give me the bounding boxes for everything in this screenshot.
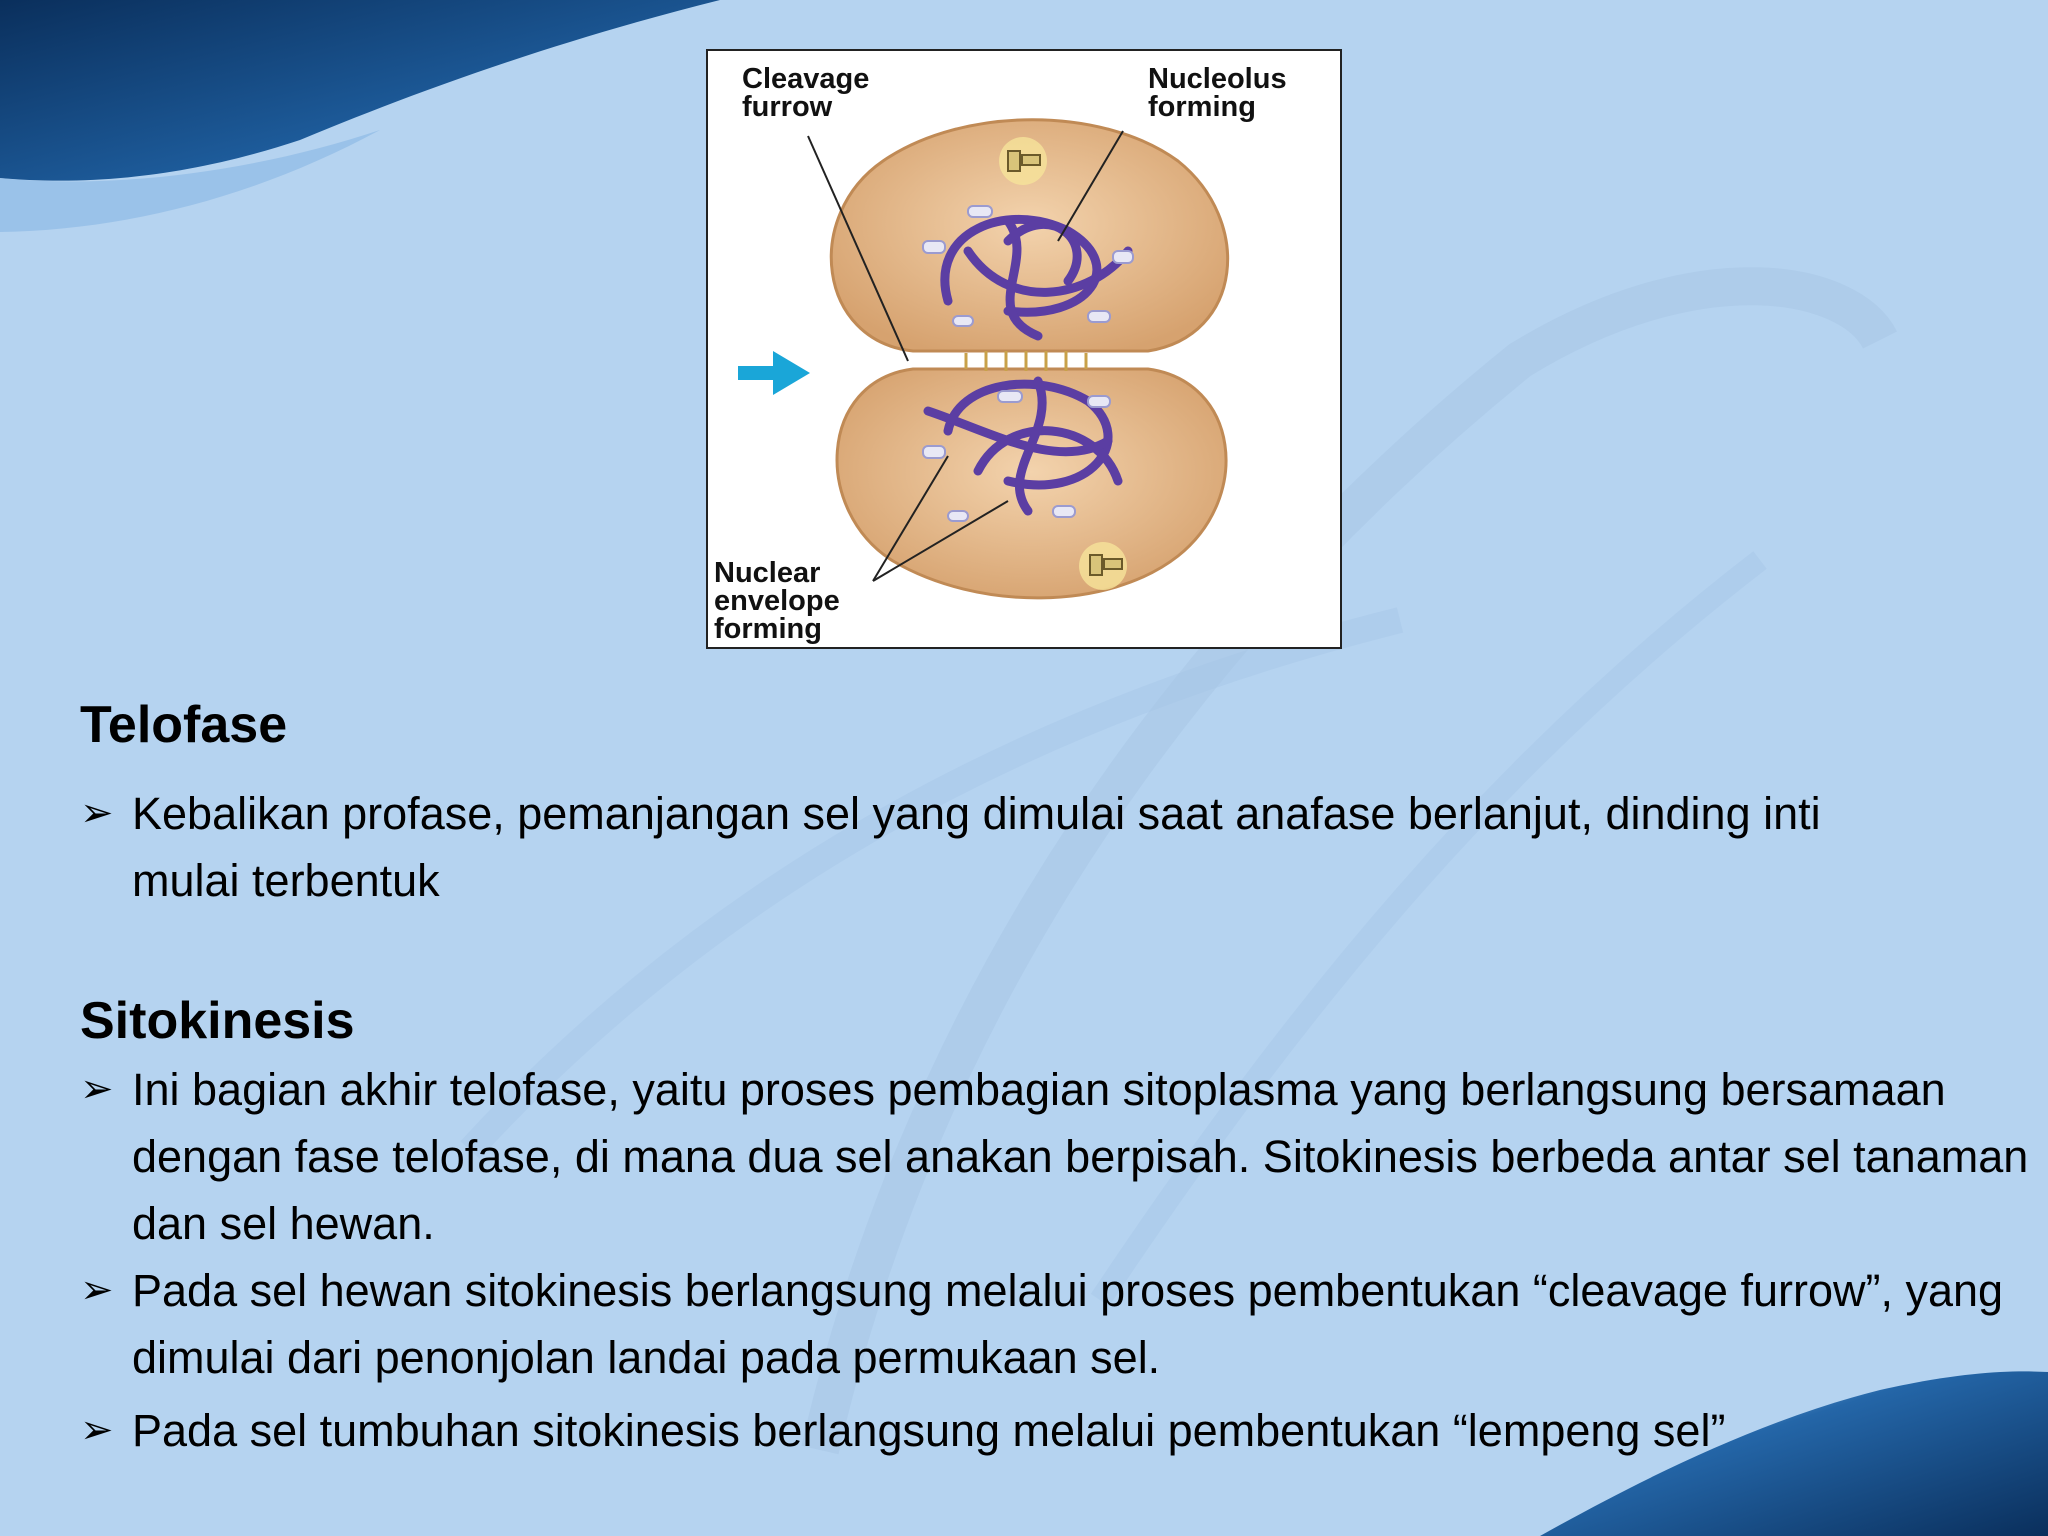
- bullet-item: [80, 780, 1892, 914]
- arrow-bullet-icon: ➢: [80, 1067, 114, 1111]
- telophase-figure: [706, 49, 1342, 649]
- upper-centrosome: [999, 137, 1047, 185]
- lower-centrosome: [1079, 542, 1127, 590]
- slide-content: [80, 690, 2029, 1464]
- bullet-text: Kebalikan profase, pemanjangan sel yang dimulai saat anafase berlanjut, dinding inti mulai terbentuk: [132, 788, 1821, 906]
- bullet-text: Pada sel hewan sitokinesis berlangsung melalui proses pembentukan “cleavage furrow”, yang dimulai dari penonjolan landai pada permukaan sel.: [132, 1265, 2004, 1383]
- bullet-text: Pada sel tumbuhan sitokinesis berlangsung melalui pembentukan “lempeng sel”: [132, 1405, 1726, 1456]
- arrow-bullet-icon: ➢: [80, 791, 114, 835]
- bullet-item: [80, 1397, 2032, 1464]
- bullet-item: [80, 1056, 2032, 1257]
- arrow-bullet-icon: ➢: [80, 1408, 114, 1452]
- label-cleavage-furrow: Cleavage furrow: [742, 63, 870, 123]
- blue-arrow-icon: [738, 351, 810, 395]
- heading-sitokinesis: Sitokinesis: [80, 992, 355, 1050]
- heading-telofase: Telofase: [80, 696, 288, 754]
- bullet-text: Ini bagian akhir telofase, yaitu proses pembagian sitoplasma yang berlangsung bersamaan dengan fase telofase, di mana dua sel anakan berpisah. Sitokinesis berbeda antar sel tanaman dan sel hewan.: [132, 1064, 2029, 1249]
- label-nuclear-envelope-forming: Nuclear envelope forming: [714, 557, 840, 645]
- arrow-bullet-icon: ➢: [80, 1268, 114, 1312]
- label-nucleolus-forming: Nucleolus forming: [1148, 63, 1287, 123]
- bullet-item: [80, 1257, 2032, 1391]
